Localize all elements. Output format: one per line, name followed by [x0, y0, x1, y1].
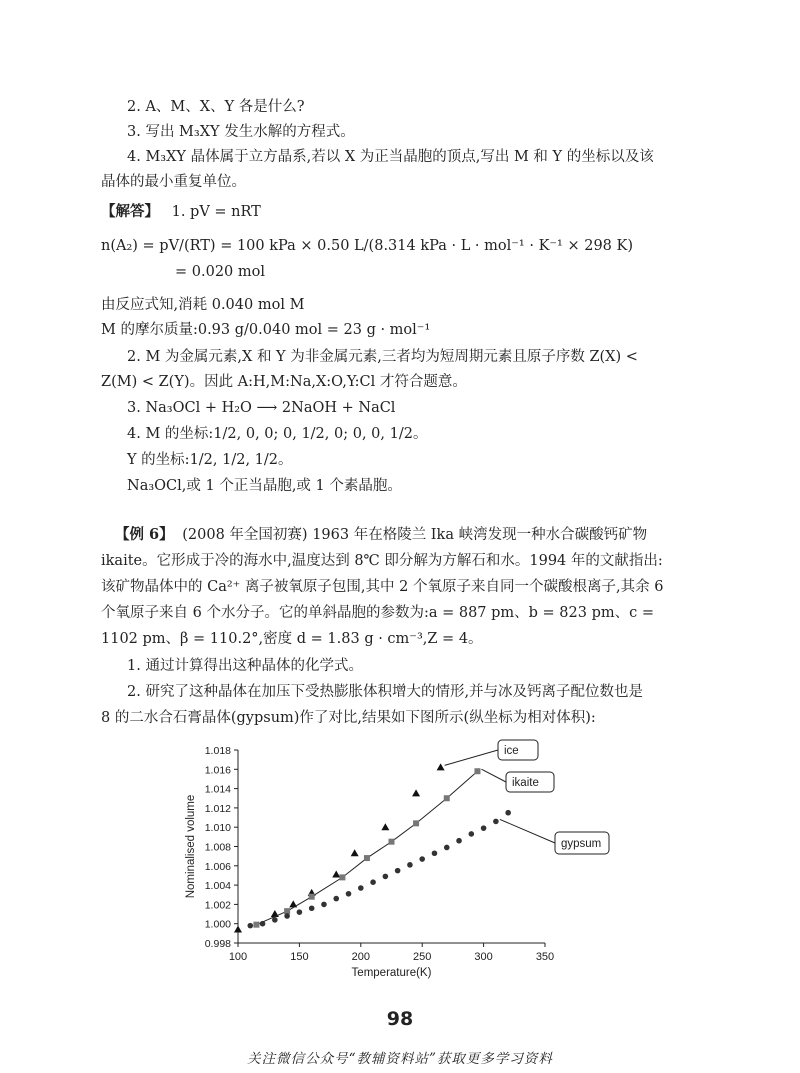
answer-calc-line-2: = 0.020 mol	[175, 264, 265, 280]
page-number: 98	[386, 1008, 414, 1030]
y-tick-label: 1.004	[204, 880, 231, 893]
gypsum-point	[247, 923, 253, 929]
y-tick-label: 1.002	[204, 899, 231, 912]
ikaite-point	[339, 874, 345, 880]
gypsum-point	[370, 879, 376, 885]
gypsum-point	[260, 921, 266, 927]
answer-1: 1. pV = nRT	[171, 204, 261, 220]
answer-2-line-2: Z(M) < Z(Y)。因此 A:H,M:Na,X:O,Y:Cl 才符合题意。	[101, 374, 467, 390]
gypsum-point	[419, 856, 425, 862]
ice-point	[332, 870, 340, 877]
answer-block	[101, 202, 261, 222]
ice-callout-label: ice	[504, 745, 519, 757]
gypsum-point	[284, 913, 290, 919]
gypsum-point	[407, 862, 413, 868]
example-6-heading	[115, 525, 647, 545]
answer-4-line-2: Y 的坐标:1/2, 1/2, 1/2。	[127, 452, 293, 468]
question-4-line-2: 晶体的最小重复单位。	[101, 174, 246, 190]
gypsum-callout-pointer	[500, 819, 555, 843]
ikaite-point	[413, 820, 419, 826]
answer-step-1: 由反应式知,消耗 0.040 mol M	[101, 297, 305, 313]
x-tick-label: 200	[351, 951, 370, 963]
ikaite-point	[253, 922, 259, 928]
ikaite-point	[309, 894, 315, 900]
answer-calc-line-1: n(A₂) = pV/(RT) = 100 kPa × 0.50 L/(8.314 kPa · L · mol⁻¹ · K⁻¹ × 298 K)	[101, 238, 634, 254]
y-tick-label: 1.018	[204, 745, 231, 757]
gypsum-point	[333, 896, 339, 902]
example-question-1: 1. 通过计算得出这种晶体的化学式。	[127, 658, 363, 674]
answer-3: 3. Na₃OCl + H₂O ⟶ 2NaOH + NaCl	[127, 400, 396, 416]
ikaite-point	[474, 768, 480, 774]
ikaite-point	[389, 839, 395, 845]
y-tick-label: 1.010	[204, 822, 231, 835]
answer-4-line-1: 4. M 的坐标:1/2, 0, 0; 0, 1/2, 0; 0, 0, 1/2。	[127, 426, 428, 442]
gypsum-point	[432, 850, 438, 856]
ice-point	[412, 789, 420, 796]
y-axis-title: Nominalised volume	[185, 794, 197, 899]
gypsum-point	[272, 917, 278, 923]
gypsum-point	[444, 845, 450, 851]
gypsum-point	[346, 891, 352, 897]
ice-point	[437, 763, 445, 770]
gypsum-point	[456, 838, 462, 844]
example-tag: 【例 6】	[115, 526, 174, 543]
ikaite-callout-pointer	[481, 769, 506, 782]
y-tick-label: 1.000	[204, 918, 231, 931]
question-4-line-1: 4. M₃XY 晶体属于立方晶系,若以 X 为正当晶胞的顶点,写出 M 和 Y 的坐标以及该	[127, 149, 654, 165]
ikaite-point	[444, 795, 450, 801]
question-2: 2. A、M、X、Y 各是什么?	[127, 99, 305, 115]
x-tick-label: 300	[474, 951, 493, 963]
x-tick-label: 250	[413, 951, 432, 963]
example-source: (2008 年全国初赛)	[182, 527, 308, 543]
example-para-1: 1963 年在格陵兰 Ika 峡湾发现一种水合碳酸钙矿物	[312, 527, 648, 543]
answer-4-line-3: Na₃OCl,或 1 个正当晶胞,或 1 个素晶胞。	[127, 478, 402, 494]
gypsum-point	[395, 868, 401, 874]
example-para-3: 该矿物晶体中的 Ca²⁺ 离子被氧原子包围,其中 2 个氧原子来自同一个碳酸根离子,其余 6	[101, 579, 664, 595]
gypsum-callout-label: gypsum	[561, 838, 602, 850]
gypsum-point	[505, 810, 511, 816]
y-tick-label: 1.006	[204, 860, 231, 873]
question-3: 3. 写出 M₃XY 发生水解的方程式。	[127, 124, 355, 140]
x-axis-title: Temperature(K)	[351, 967, 432, 979]
chart-axes	[205, 745, 554, 963]
example-question-2-line-2: 8 的二水合石膏晶体(gypsum)作了对比,结果如下图所示(纵坐标为相对体积):	[101, 710, 596, 726]
y-tick-label: 0.998	[204, 938, 231, 950]
gypsum-point	[469, 831, 475, 837]
answer-label: 【解答】	[101, 203, 159, 220]
y-tick-label: 1.012	[204, 802, 231, 815]
ikaite-point	[364, 855, 370, 861]
y-tick-label: 1.014	[204, 783, 231, 796]
gypsum-point	[493, 819, 499, 825]
ice-point	[381, 823, 389, 830]
x-tick-label: 100	[228, 951, 248, 963]
gypsum-point	[309, 905, 315, 911]
gypsum-point	[321, 902, 327, 908]
gypsum-point	[358, 885, 364, 891]
x-tick-label: 150	[290, 951, 309, 963]
example-question-2-line-1: 2. 研究了这种晶体在加压下受热膨胀体积增大的情形,并与冰及钙离子配位数也是	[127, 684, 644, 700]
volume-chart	[180, 735, 610, 985]
chart-marks	[234, 763, 511, 932]
ikaite-callout-label: ikaite	[512, 777, 539, 789]
x-tick-label: 350	[535, 951, 555, 963]
ice-point	[234, 925, 242, 932]
ice-callout-pointer	[445, 750, 498, 765]
ice-point	[351, 849, 359, 856]
gypsum-point	[297, 909, 303, 915]
y-tick-label: 1.016	[204, 764, 231, 777]
example-para-2: ikaite。它形成于冷的海水中,温度达到 8℃ 即分解为方解石和水。1994 年的文献指出:	[101, 553, 663, 569]
answer-step-2: M 的摩尔质量:0.93 g/0.040 mol = 23 g · mol⁻¹	[101, 322, 431, 338]
example-para-4: 个氧原子来自 6 个水分子。它的单斜晶胞的参数为:a = 887 pm、b = 823 pm、c =	[101, 605, 655, 621]
footer-note: 关注微信公众号“教辅资料站”获取更多学习资料	[247, 1051, 553, 1067]
gypsum-point	[481, 825, 487, 831]
answer-2-line-1: 2. M 为金属元素,X 和 Y 为非金属元素,三者均为短周期元素且原子序数 Z(X) <	[127, 349, 638, 365]
ice-point	[271, 910, 279, 917]
gypsum-point	[383, 874, 389, 880]
y-tick-label: 1.008	[204, 841, 231, 854]
example-para-5: 1102 pm、β = 110.2°,密度 d = 1.83 g · cm⁻³,Z = 4。	[101, 631, 483, 647]
